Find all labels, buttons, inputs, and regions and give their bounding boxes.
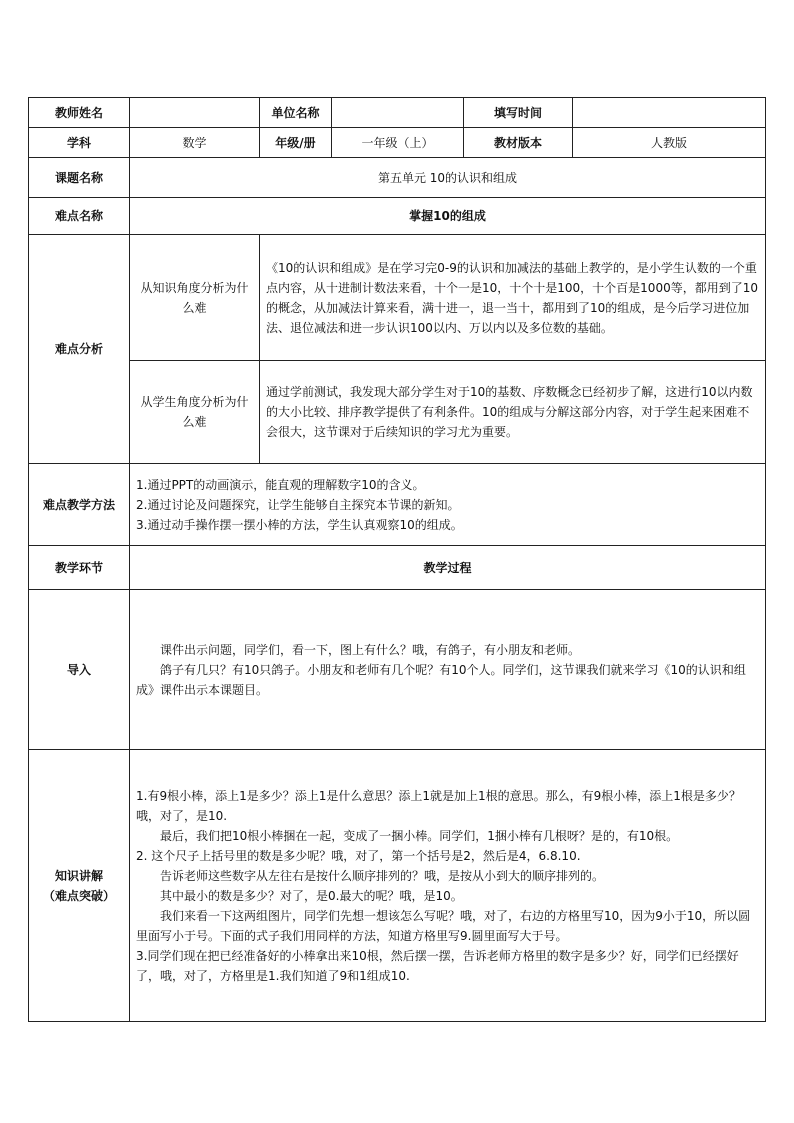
knowledge-paragraph: 最后，我们把10根小棒捆在一起，变成了一捆小棒。同学们，1捆小棒有几根呀？是的，有10根。: [160, 828, 679, 843]
method-item: 3.通过动手操作摆一摆小棒的方法，学生认真观察10的组成。: [136, 517, 463, 532]
knowledge-paragraph: 其中最小的数是多少？对了，是0.最大的呢？哦，是10。: [160, 888, 463, 903]
knowledge-angle-label: 从知识角度分析为什么难: [130, 235, 260, 361]
unit-name-value: [332, 98, 464, 128]
unit-name-label: 单位名称: [260, 98, 332, 128]
knowledge-content: [130, 750, 766, 1022]
teaching-process-label: 教学过程: [130, 546, 766, 590]
difficulty-row: [29, 198, 766, 235]
teacher-name-label: 教师姓名: [29, 98, 130, 128]
analysis-student-row: [29, 361, 766, 464]
student-angle-label: 从学生角度分析为什么难: [130, 361, 260, 464]
subject-value: 数学: [130, 128, 260, 158]
knowledge-row: [29, 750, 766, 1022]
method-item: 2.通过讨论及问题探究，让学生能够自主探究本节课的新知。: [136, 497, 460, 512]
topic-row: [29, 158, 766, 198]
knowledge-paragraph: 我们来看一下这两组图片，同学们先想一想该怎么写呢？哦，对了，右边的方格里写10，因为9小于10，所以圆里面写小于号。下面的式子我们用同样的方法，知道方格里写9.圆里面写大于号。: [136, 908, 751, 943]
header-row-1: [29, 98, 766, 128]
intro-label: 导入: [29, 590, 130, 750]
grade-value: 一年级（上）: [332, 128, 464, 158]
intro-paragraph: 鸽子有几只？有10只鸽子。小朋友和老师有几个呢？有10个人。同学们，这节课我们就来学习《10的认识和组成》课件出示本课题目。: [136, 662, 746, 697]
intro-content: [130, 590, 766, 750]
knowledge-angle-text: 《10的认识和组成》是在学习完0-9的认识和加减法的基础上教学的，是小学生认数的一个重点内容，从十进制计数法来看，十个一是10，十个十是100，十个百是1000等，都用到了10的概念，从加减法计算来看，满十进一，退一当十，都用到了10的组成，是今后学习进位加法、退位减法和进一步认识100以内、万以内以及多位数的基础。: [260, 235, 766, 361]
edition-value: 人教版: [573, 128, 766, 158]
student-angle-text: 通过学前测试，我发现大部分学生对于10的基数、序数概念已经初步了解，这进行10以内数的大小比较、排序教学提供了有利条件。10的组成与分解这部分内容，对于学生起来困难不会很大，这节课对于后续知识的学习尤为重要。: [260, 361, 766, 464]
methods-label: 难点教学方法: [29, 464, 130, 546]
edition-label: 教材版本: [464, 128, 573, 158]
methods-list: [130, 464, 766, 546]
knowledge-paragraph: 2. 这个尺子上括号里的数是多少呢？哦，对了，第一个括号是2，然后是4，6.8.10.: [136, 848, 581, 863]
method-item: 1.通过PPT的动画演示，能直观的理解数字10的含义。: [136, 477, 425, 492]
intro-row: [29, 590, 766, 750]
difficulty-label: 难点名称: [29, 198, 130, 235]
knowledge-paragraph: 3.同学们现在把已经准备好的小棒拿出来10根，然后摆一摆，告诉老师方格里的数字是多少？好，同学们已经摆好了，哦，对了，方格里是1.我们知道了9和1组成10.: [136, 948, 739, 983]
header-row-2: [29, 128, 766, 158]
analysis-label: 难点分析: [29, 235, 130, 464]
difficulty-value: 掌握10的组成: [130, 198, 766, 235]
teaching-step-label: 教学环节: [29, 546, 130, 590]
process-header-row: [29, 546, 766, 590]
lesson-plan-table: [28, 97, 766, 1022]
grade-label: 年级/册: [260, 128, 332, 158]
fill-time-value: [573, 98, 766, 128]
topic-label: 课题名称: [29, 158, 130, 198]
methods-row: [29, 464, 766, 546]
teacher-name-value: [130, 98, 260, 128]
knowledge-paragraph: 1.有9根小棒，添上1是多少？添上1是什么意思？添上1就是加上1根的意思。那么，有9根小棒，添上1根是多少？哦，对了，是10.: [136, 788, 741, 823]
knowledge-label-cell: [29, 750, 130, 1022]
topic-value: 第五单元 10的认识和组成: [130, 158, 766, 198]
knowledge-paragraph: 告诉老师这些数字从左往右是按什么顺序排列的？哦，是按从小到大的顺序排列的。: [160, 868, 605, 883]
fill-time-label: 填写时间: [464, 98, 573, 128]
analysis-knowledge-row: [29, 235, 766, 361]
knowledge-label: 知识讲解: [54, 868, 103, 883]
subject-label: 学科: [29, 128, 130, 158]
knowledge-sublabel: （难点突破）: [42, 888, 115, 903]
intro-paragraph: 课件出示问题，同学们，看一下，图上有什么？哦，有鸽子，有小朋友和老师。: [160, 642, 581, 657]
